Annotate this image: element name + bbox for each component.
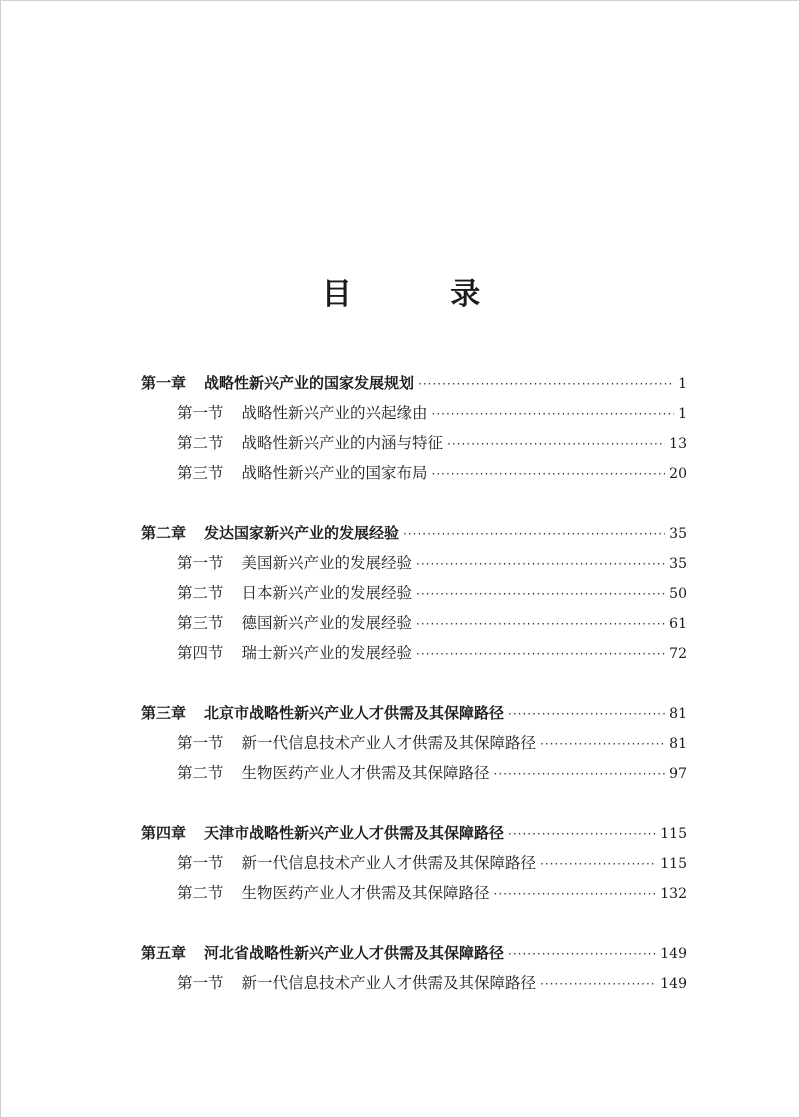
section-number: 第一节 bbox=[177, 854, 224, 872]
toc-section-entry[interactable] bbox=[141, 458, 687, 488]
chapter-gap bbox=[141, 788, 687, 818]
section-title: 德国新兴产业的发展经验 bbox=[241, 614, 413, 632]
page-number: 72 bbox=[669, 646, 687, 662]
dot-leader bbox=[403, 519, 665, 549]
dot-leader bbox=[416, 579, 665, 609]
page-number: 132 bbox=[660, 886, 687, 902]
dot-leader bbox=[416, 549, 665, 579]
page-number: 50 bbox=[669, 586, 687, 602]
chapter-number: 第五章 bbox=[141, 944, 187, 962]
chapter-gap bbox=[141, 488, 687, 518]
dot-leader bbox=[432, 459, 666, 489]
chapter-number: 第二章 bbox=[141, 524, 187, 542]
dot-leader bbox=[418, 369, 674, 399]
page-number: 35 bbox=[669, 556, 687, 572]
toc-section-entry[interactable] bbox=[141, 638, 687, 668]
section-number: 第二节 bbox=[177, 584, 224, 602]
dot-leader bbox=[416, 609, 665, 639]
section-number: 第三节 bbox=[177, 464, 224, 482]
section-title: 生物医药产业人才供需及其保障路径 bbox=[241, 884, 490, 902]
section-number: 第三节 bbox=[177, 614, 224, 632]
page-number: 1 bbox=[678, 406, 687, 422]
page-number: 149 bbox=[660, 976, 687, 992]
page-number: 61 bbox=[669, 616, 687, 632]
section-number: 第二节 bbox=[177, 884, 224, 902]
section-number: 第四节 bbox=[177, 644, 224, 662]
dot-leader bbox=[432, 399, 675, 429]
dot-leader bbox=[508, 699, 665, 729]
dot-leader bbox=[416, 639, 665, 669]
section-number: 第一节 bbox=[177, 554, 224, 572]
chapter-title: 发达国家新兴产业的发展经验 bbox=[204, 524, 400, 542]
toc-section-entry[interactable] bbox=[141, 428, 687, 458]
toc-chapter-entry[interactable] bbox=[141, 938, 687, 968]
chapter-number: 第一章 bbox=[141, 374, 187, 392]
toc-section-entry[interactable] bbox=[141, 548, 687, 578]
section-number: 第二节 bbox=[177, 434, 224, 452]
section-title: 战略性新兴产业的国家布局 bbox=[241, 464, 428, 482]
section-title: 日本新兴产业的发展经验 bbox=[241, 584, 413, 602]
toc-section-entry[interactable] bbox=[141, 608, 687, 638]
section-title: 瑞士新兴产业的发展经验 bbox=[241, 644, 413, 662]
section-title: 美国新兴产业的发展经验 bbox=[241, 554, 413, 572]
section-number: 第一节 bbox=[177, 734, 224, 752]
dot-leader bbox=[508, 939, 656, 969]
table-of-contents bbox=[141, 368, 687, 998]
toc-chapter-entry[interactable] bbox=[141, 698, 687, 728]
chapter-number: 第三章 bbox=[141, 704, 187, 722]
toc-section-entry[interactable] bbox=[141, 578, 687, 608]
dot-leader bbox=[494, 759, 666, 789]
page-number: 13 bbox=[669, 436, 687, 452]
section-number: 第一节 bbox=[177, 974, 224, 992]
chapter-gap bbox=[141, 668, 687, 698]
page-number: 115 bbox=[660, 826, 687, 842]
toc-section-entry[interactable] bbox=[141, 398, 687, 428]
page-number: 1 bbox=[678, 376, 687, 392]
chapter-title: 北京市战略性新兴产业人才供需及其保障路径 bbox=[204, 704, 505, 722]
toc-section-entry[interactable] bbox=[141, 758, 687, 788]
chapter-title: 战略性新兴产业的国家发展规划 bbox=[204, 374, 415, 392]
page-number: 97 bbox=[669, 766, 687, 782]
dot-leader bbox=[540, 729, 665, 759]
page-number: 20 bbox=[669, 466, 687, 482]
section-number: 第一节 bbox=[177, 404, 224, 422]
section-title: 生物医药产业人才供需及其保障路径 bbox=[241, 764, 490, 782]
chapter-title: 天津市战略性新兴产业人才供需及其保障路径 bbox=[204, 824, 505, 842]
toc-section-entry[interactable] bbox=[141, 968, 687, 998]
toc-section-entry[interactable] bbox=[141, 878, 687, 908]
page-number: 81 bbox=[669, 736, 687, 752]
section-title: 战略性新兴产业的兴起缘由 bbox=[241, 404, 428, 422]
dot-leader bbox=[508, 819, 656, 849]
section-title: 新一代信息技术产业人才供需及其保障路径 bbox=[241, 974, 537, 992]
dot-leader bbox=[447, 429, 665, 459]
dot-leader bbox=[494, 879, 657, 909]
page-title: 目 录 bbox=[321, 277, 525, 312]
toc-section-entry[interactable] bbox=[141, 728, 687, 758]
chapter-number: 第四章 bbox=[141, 824, 187, 842]
toc-chapter-entry[interactable] bbox=[141, 368, 687, 398]
page-number: 149 bbox=[660, 946, 687, 962]
page-number: 115 bbox=[660, 856, 687, 872]
section-title: 新一代信息技术产业人才供需及其保障路径 bbox=[241, 854, 537, 872]
page-number: 81 bbox=[669, 706, 687, 722]
page-number: 35 bbox=[669, 526, 687, 542]
chapter-gap bbox=[141, 908, 687, 938]
section-number: 第二节 bbox=[177, 764, 224, 782]
dot-leader bbox=[540, 969, 656, 999]
toc-section-entry[interactable] bbox=[141, 848, 687, 878]
toc-chapter-entry[interactable] bbox=[141, 818, 687, 848]
section-title: 新一代信息技术产业人才供需及其保障路径 bbox=[241, 734, 537, 752]
section-title: 战略性新兴产业的内涵与特征 bbox=[241, 434, 444, 452]
toc-chapter-entry[interactable] bbox=[141, 518, 687, 548]
dot-leader bbox=[540, 849, 656, 879]
chapter-title: 河北省战略性新兴产业人才供需及其保障路径 bbox=[204, 944, 505, 962]
